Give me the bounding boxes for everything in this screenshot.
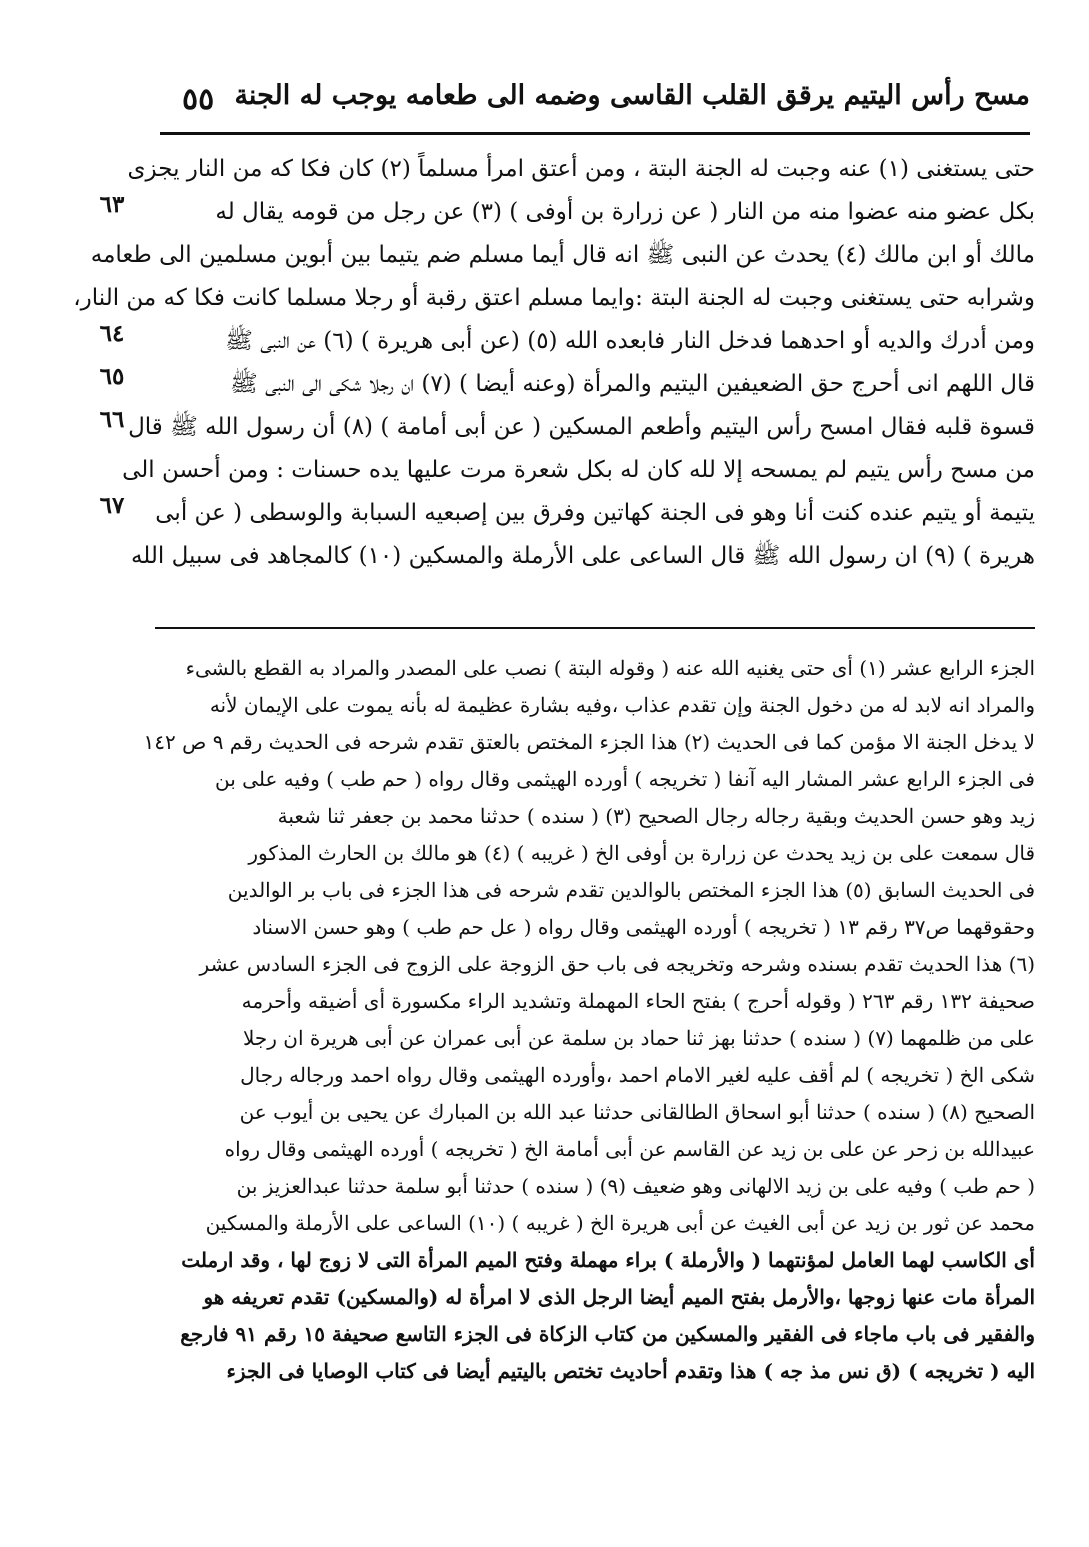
footnote-line: الجزء الرابع عشر (١) أى حتى يغنيه الله عنه ( وقوله البتة ) نصب على المصدر والمراد به القطع بالشىء [185,656,1035,680]
running-title: مسح رأس اليتيم يرقق القلب القاسى وضمه الى طعامه يوجب له الجنة [234,80,1030,111]
footnote-line: محمد عن ثور بن زيد عن أبى الغيث عن أبى هريرة الخ ( غريبه ) (١٠) الساعى على الأرملة والمسكين [205,1211,1035,1235]
main-line: ومن أدرك والديه أو احدهما فدخل النار فابعده الله (٥) (عن أبى هريرة ) (٦) عن النبى ﷺ [225,328,1035,354]
footnote-line: فى الجزء الرابع عشر المشار اليه آنفا ( تخريجه ) أورده الهيثمى وقال رواه ( حم طب ) وفيه على بن [215,767,1035,791]
footnote-line: صحيفة ١٣٢ رقم ٢٦٣ ( وقوله أحرج ) بفتح الحاء المهملة وتشديد الراء مكسورة أى أضيقه وأحرمه [241,989,1035,1013]
footnote-line: (٦) هذا الحديث تقدم بسنده وشرحه وتخريجه فى باب حق الزوجة على الزوج فى الجزء السادس عشر [199,952,1035,976]
main-line: قسوة قلبه فقال امسح رأس اليتيم وأطعم المسكين ( عن أبى أمامة ) (٨) أن رسول الله ﷺ قال [128,414,1035,440]
footnote-line: والفقير فى باب ماجاء فى الفقير والمسكين من كتاب الزكاة فى الجزء التاسع صحيفة ١٥ رقم ٩١ فارجع [180,1322,1035,1346]
hadith-number: ٦٣ [99,191,125,218]
footnote-line: فى الحديث السابق (٥) هذا الجزء المختص بالوالدين تقدم شرحه فى هذا الجزء فى باب بر الوالدين [227,878,1035,902]
hadith-number: ٦٥ [99,363,125,390]
footnote-line: زيد وهو حسن الحديث وبقية رجاله رجال الصحيح (٣) ( سنده ) حدثنا محمد بن جعفر ثنا شعبة [277,804,1035,828]
footnote-line: لا يدخل الجنة الا مؤمن كما فى الحديث (٢) هذا الجزء المختص بالعتق تقدم شرحه فى الحديث رقم ٩ ص ١٤٢ [143,730,1035,754]
footnote-line: شكى الخ ( تخريجه ) لم أقف عليه لغير الامام احمد ،وأورده الهيثمى وقال رواه احمد ورجاله رجال [240,1063,1035,1087]
footnote-line: اليه ( تخريجه ) (ق نس مذ جه ) هذا وتقدم أحاديث تختص باليتيم أيضا فى كتاب الوصايا فى الجزء [226,1359,1035,1383]
main-line: قال اللهم انى أحرج حق الضعيفين اليتيم والمرأة (وعنه أيضا ) (٧) ان رجلا شكى الى النبى ﷺ [230,371,1035,397]
main-line: يتيمة أو يتيم عنده كنت أنا وهو فى الجنة كهاتين وفرق بين إصبعيه السبابة والوسطى ( عن أبى [155,500,1035,526]
footnote-line: أى الكاسب لهما العامل لمؤنتهما ( والأرملة ) براء مهملة وفتح الميم المرأة التى لا زوج لها ، وقد ارملت [181,1248,1035,1272]
hadith-number: ٦٤ [99,320,125,347]
footnote-line: الصحيح (٨) ( سنده ) حدثنا أبو اسحاق الطالقانى حدثنا عبد الله بن المبارك عن يحيى بن أيوب عن [239,1100,1035,1124]
hadith-number: ٦٦ [99,406,125,433]
main-line: مالك أو ابن مالك (٤) يحدث عن النبى ﷺ انه قال أيما مسلم ضم يتيما بين أبوين مسلمين الى طعامه [90,242,1035,268]
footnote-line: عبيدالله بن زحر عن على بن زيد عن القاسم عن أبى أمامة الخ ( تخريجه ) أورده الهيثمى وقال رواه [224,1137,1035,1161]
footnotes [143,650,1035,1390]
main-line: هريرة ) (٩) ان رسول الله ﷺ قال الساعى على الأرملة والمسكين (١٠) كالمجاهد فى سبيل الله [130,543,1035,569]
main-line: حتى يستغنى (١) عنه وجبت له الجنة البتة ، ومن أعتق امرأ مسلماً (٢) كان فكا كه من النار يجزى [127,156,1035,182]
main-line: بكل عضو منه عضوا منه من النار ( عن زرارة بن أوفى ) (٣) عن رجل من قومه يقال له [215,199,1035,225]
footnote-line: وحقوقهما ص٣٧ رقم ١٣ ( تخريجه ) أورده الهيثمى وقال رواه ( عل حم طب ) وهو حسن الاسناد [252,915,1035,939]
footnote-line: والمراد انه لابد له من دخول الجنة وإن تقدم عذاب ،وفيه بشارة عظيمة له بأنه يموت على الإيمان لأنه [209,693,1035,717]
main-line: من مسح رأس يتيم لم يمسحه إلا لله كان له بكل شعرة مرت عليها يده حسنات : ومن أحسن الى [122,457,1035,483]
page-header [150,78,1030,128]
hadith-number: ٦٧ [99,492,125,519]
page-number: ٥٥ [182,82,215,117]
footnote-line: المرأة مات عنها زوجها ،والأرمل بفتح الميم أيضا الرجل الذى لا امرأة له (والمسكين) تقدم تعريفه هو [203,1285,1035,1309]
footnote-line: قال سمعت على بن زيد يحدث عن زرارة بن أوفى الخ ( غريبه ) (٤) هو مالك بن الحارث المذكور [248,841,1035,865]
header-rule [160,132,1030,135]
footnote-rule [155,627,1035,629]
main-line: وشرابه حتى يستغنى وجبت له الجنة البتة :وايما مسلم اعتق رقبة أو رجلا مسلما كانت فكا كه من النار، [73,285,1035,311]
footnote-line: ( حم طب ) وفيه على بن زيد الالهانى وهو ضعيف (٩) ( سنده ) حدثنا أبو سلمة حدثنا عبدالعزيز بن [236,1174,1035,1198]
footnote-line: على من ظلمهما (٧) ( سنده ) حدثنا بهز ثنا حماد بن سلمة عن أبى عمران عن أبى هريرة ان رجلا [242,1026,1035,1050]
